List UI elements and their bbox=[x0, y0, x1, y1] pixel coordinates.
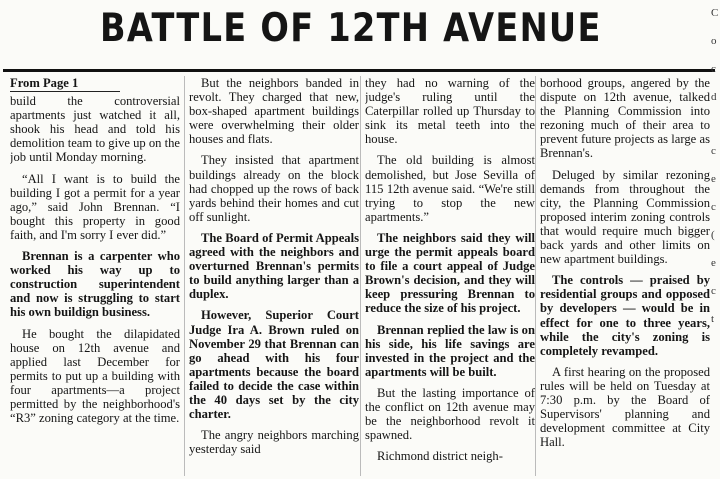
edge-text-fragment: c bbox=[711, 145, 716, 157]
article-paragraph: The neighbors said they will urge the permit appeals board to file a court appeal of Judge Brown's decision, and they will keep pressuring Brennan to reduce the size of his project. bbox=[365, 230, 535, 316]
edge-text-fragment: ( bbox=[711, 229, 715, 241]
column-4 bbox=[540, 76, 710, 476]
article-paragraph: A first hearing on the proposed rules will be held on Tuesday at 7:30 p.m. by the Board of Supervisors' planning and development committee at City Hall. bbox=[540, 364, 710, 450]
column-2 bbox=[189, 76, 359, 476]
adjacent-column-fragment bbox=[711, 0, 720, 479]
edge-text-fragment: o bbox=[711, 35, 717, 47]
article-paragraph: build the controversial apartments just watched it all, shook his head and told his demolition team to give up on the job until Monday morning. bbox=[10, 94, 180, 165]
article-paragraph: they had no warning of the judge's ruling until the Caterpillar rolled up Thursday to sink its metal teeth into the house. bbox=[365, 76, 535, 147]
edge-text-fragment: c bbox=[711, 63, 716, 75]
article-paragraph: They insisted that apartment buildings already on the block had chopped up the rows of back yards behind their homes and cut off sunlight. bbox=[189, 153, 359, 224]
edge-text-fragment: d bbox=[711, 91, 717, 103]
article-paragraph: He bought the dilapidated house on 12th avenue and applied last December for permits to put up a building with four apartments—a project permitted by the neighborhood's “R3” zoning category at the time. bbox=[10, 326, 180, 426]
column-3 bbox=[365, 76, 535, 476]
jump-label: From Page 1 bbox=[10, 76, 79, 90]
article-paragraph: Richmond district neigh- bbox=[377, 449, 503, 464]
column-1-body bbox=[10, 94, 180, 425]
column-divider bbox=[360, 76, 361, 476]
article-paragraph: Deluged by similar rezoning demands from throughout the city, the Planning Commission proposed interim zoning controls that would require much bigger back yards and other limits on new apartment buildings. bbox=[540, 167, 710, 267]
article-paragraph: The angry neighbors marching yesterday said bbox=[189, 428, 359, 457]
headline-rule bbox=[3, 69, 715, 72]
article-paragraph: borhood groups, angered by the dispute on 12th avenue, talked the Planning Commission into rezoning much of their area to prevent future projects as large as Brennan's. bbox=[540, 76, 710, 161]
column-divider bbox=[535, 76, 536, 476]
article-paragraph: Brennan replied the law is on his side, his life savings are invested in the project and the apartments will be built. bbox=[365, 322, 535, 379]
article-paragraph: The Board of Permit Appeals agreed with the neighbors and overturned Brennan's permits to build anything larger than a duplex. bbox=[189, 230, 359, 302]
edge-text-fragment: c bbox=[711, 201, 716, 213]
column-1 bbox=[10, 76, 180, 476]
edge-text-fragment: e bbox=[711, 173, 716, 185]
edge-text-fragment: c bbox=[711, 285, 716, 297]
edge-text-fragment: C bbox=[711, 7, 719, 19]
headline: BATTLE OF 12TH AVENUE bbox=[100, 6, 602, 51]
article-paragraph: The controls — praised by residential groups and opposed by developers — would be in effect for one to three years, while the city's zoning is completely revamped. bbox=[540, 273, 710, 358]
column-divider bbox=[184, 76, 185, 476]
article-paragraph: “All I want is to build the building I got a permit for a year ago,” said John Brennan. “I bought this property in good faith, and I'm sorry I ever did.” bbox=[10, 171, 180, 242]
article-paragraph: But the lasting importance of the conflict on 12th avenue may be the neighborhood revolt it spawned. bbox=[365, 385, 535, 443]
article-paragraph: Brennan is a carpenter who worked his way up to construction superintendent and now is struggling to start his own buildign business. bbox=[10, 249, 180, 320]
article-paragraph: However, Superior Court Judge Ira A. Brown ruled on November 29 that Brennan can go ahead with his four apartments because the board failed to decide the case within the 40 days set by the city charter. bbox=[189, 308, 359, 422]
article-paragraph: The old building is almost demolished, but Jose Sevilla of 115 12th avenue said. “We're still trying to stop the new apartments.” bbox=[365, 153, 535, 224]
edge-text-fragment: t bbox=[711, 313, 715, 325]
jump-label-rule bbox=[10, 91, 120, 92]
edge-text-fragment: e bbox=[711, 257, 716, 269]
article-paragraph: But the neighbors banded in revolt. They charged that new, box-shaped apartment buildings were overwhelming their older houses and flats. bbox=[189, 76, 359, 147]
